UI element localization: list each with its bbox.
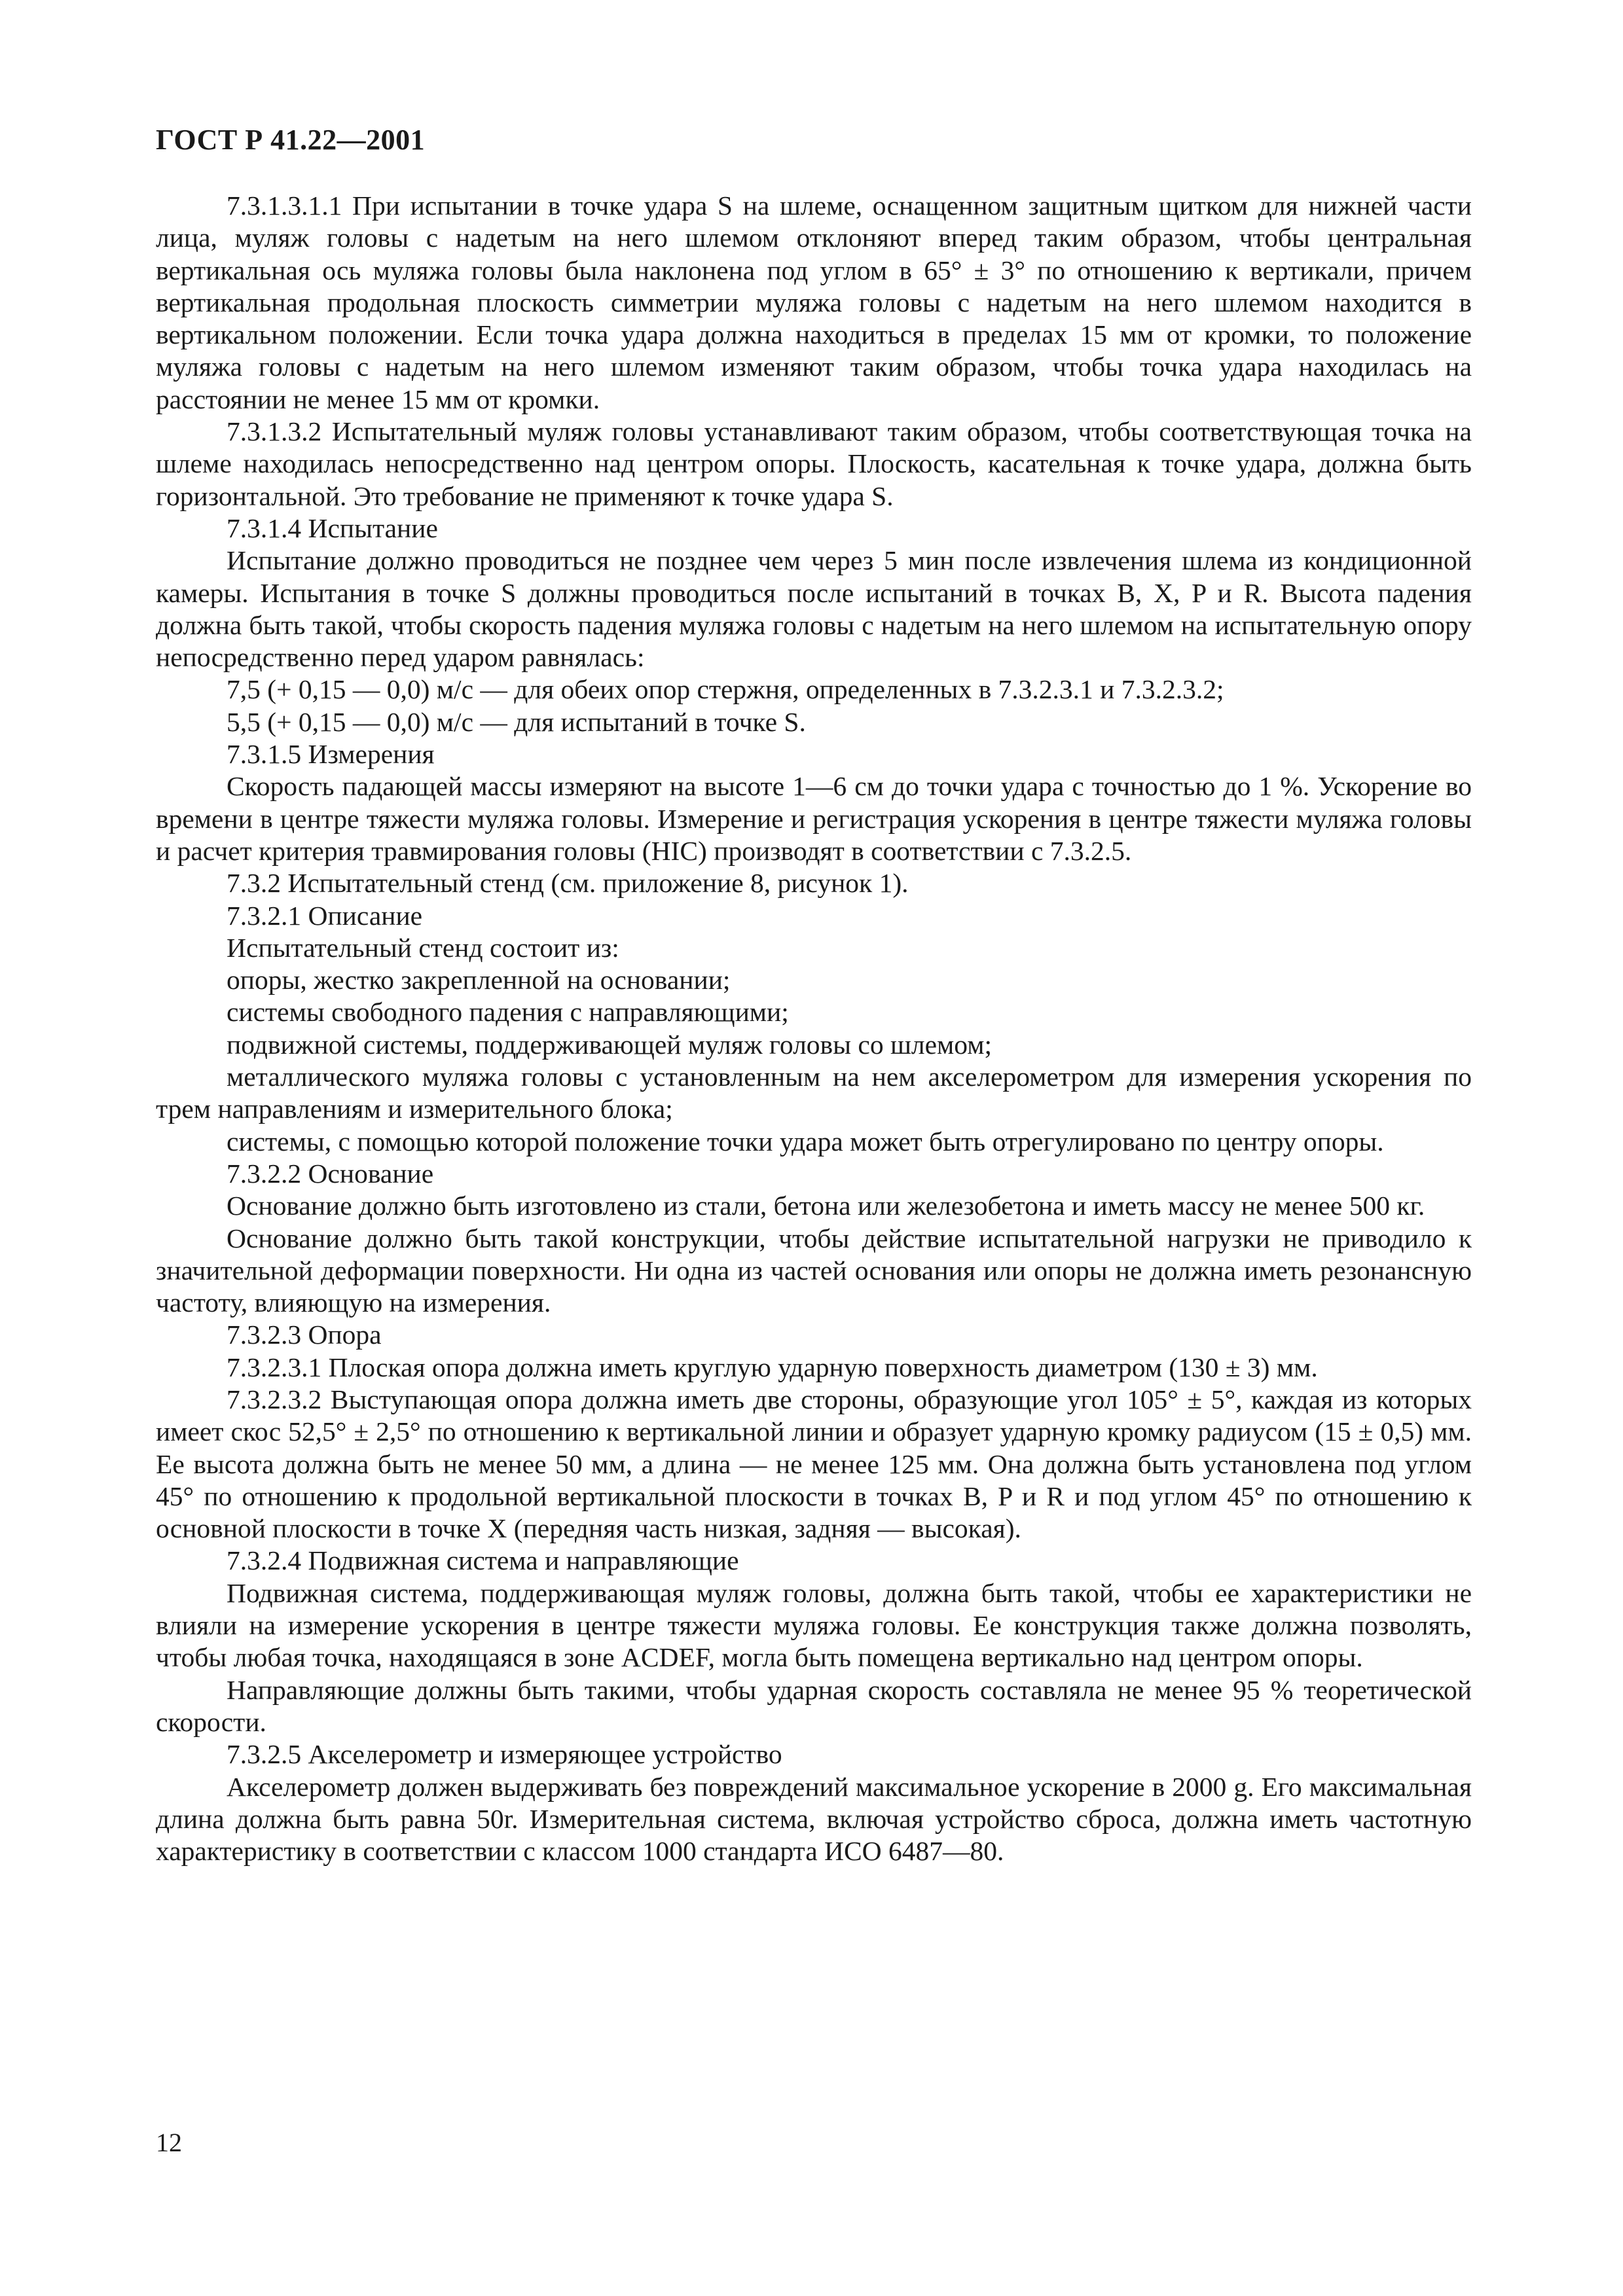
list-item-free-fall: системы свободного падения с направляющими; bbox=[227, 997, 789, 1028]
list-item-moving-system: подвижной системы, поддерживающей муляж головы со шлемом; bbox=[227, 1029, 993, 1060]
list-item-support: опоры, жестко закрепленной на основании; bbox=[227, 965, 731, 996]
heading-7-3-2: 7.3.2 Испытательный стенд (см. приложение 8, рисунок 1). bbox=[227, 868, 909, 899]
paragraph-moving-system: Подвижная система, поддерживающая муляж головы, должна быть такой, чтобы ее характеристики не влияли на измерение ускорения в центре тяжести муляжа головы. Ее конструкция также должна позволять, чтобы любая точка, находящаяся в зоне ACDEF, могла быть помещена вертикально над центром опоры. bbox=[156, 1577, 1472, 1673]
heading-7-3-2-1: 7.3.2.1 Описание bbox=[227, 900, 423, 931]
document-body bbox=[156, 190, 1472, 1867]
heading-7-3-1-5: 7.3.1.5 Измерения bbox=[227, 739, 435, 770]
paragraph-7-3-2-3-2: 7.3.2.3.2 Выступающая опора должна иметь две стороны, образующие угол 105° ± 5°, каждая из которых имеет скос 52,5° ± 2,5° по отношению к вертикальной линии и образует ударную кромку радиусом (15 ± 0,5) мм. Ее высота должна быть не менее 50 мм, а длина — не менее 125 мм. Она должна быть установлена под углом 45° по отношению к продольной вертикальной плоскости в точках B, P и R и под углом 45° по отношению к основной плоскости в точке X (передняя часть низкая, задняя — высокая). bbox=[156, 1384, 1472, 1544]
document-header: ГОСТ Р 41.22—2001 bbox=[156, 124, 426, 156]
paragraph-base-material: Основание должно быть изготовлено из стали, бетона или железобетона и иметь массу не менее 500 кг. bbox=[227, 1191, 1425, 1221]
list-item-adjust-system: системы, с помощью которой положение точки удара может быть отрегулировано по центру опоры. bbox=[227, 1126, 1384, 1157]
paragraph-accelerometer: Акселерометр должен выдерживать без повреждений максимальное ускорение в 2000 g. Его максимальная длина должна быть равна 50r. Измерительная система, включая устройство сброса, должна иметь частотную характеристику в соответствии с классом 1000 стандарта ИСО 6487—80. bbox=[156, 1771, 1472, 1867]
paragraph-test-procedure: Испытание должно проводиться не позднее чем через 5 мин после извлечения шлема из кондиционной камеры. Испытания в точке S должны проводиться после испытаний в точках B, X, P и R. Высота падения должна быть такой, чтобы скорость падения муляжа головы с надетым на него шлемом на испытательную опору непосредственно перед ударом равнялась: bbox=[156, 545, 1472, 673]
heading-7-3-2-3: 7.3.2.3 Опора bbox=[227, 1319, 382, 1350]
paragraph-7-3-2-3-1: 7.3.2.3.1 Плоская опора должна иметь круглую ударную поверхность диаметром (130 ± 3) мм. bbox=[227, 1352, 1318, 1382]
heading-7-3-1-4: 7.3.1.4 Испытание bbox=[227, 512, 438, 543]
paragraph-measurements: Скорость падающей массы измеряют на высоте 1—6 см до точки удара с точностью до 1 %. Ускорение во времени в центре тяжести муляжа головы. Измерение и регистрация ускорения в центре тяжести муляжа головы и расчет критерия травмирования головы (HIC) производят в соответствии с 7.3.2.5. bbox=[156, 771, 1472, 866]
paragraph-7-3-1-3-1-1: 7.3.1.3.1.1 При испытании в точке удара S на шлеме, оснащенном защитным щитком для нижней части лица, муляж головы с надетым на него шлемом отклоняют вперед таким образом, чтобы центральная вертикальная ось муляжа головы была наклонена под углом в 65° ± 3° по отношению к вертикали, причем вертикальная продольная плоскость симметрии муляжа головы с надетым на него шлемом находится в вертикальном положении. Если точка удара должна находиться в пределах 15 мм от кромки, то положение муляжа головы с надетым на него шлемом изменяют таким образом, чтобы точка удара находилась на расстоянии не менее 15 мм от кромки. bbox=[156, 190, 1472, 414]
paragraph-stand-consists: Испытательный стенд состоит из: bbox=[227, 932, 619, 963]
heading-7-3-2-5: 7.3.2.5 Акселерометр и измеряющее устройство bbox=[227, 1739, 782, 1770]
paragraph-speed-7-5: 7,5 (+ 0,15 — 0,0) м/с — для обеих опор стержня, определенных в 7.3.2.3.1 и 7.3.2.3.2; bbox=[227, 674, 1224, 705]
page-number: 12 bbox=[156, 2128, 182, 2157]
paragraph-base-construction: Основание должно быть такой конструкции, чтобы действие испытательной нагрузки не приводило к значительной деформации поверхности. Ни одна из частей основания или опоры не должна иметь резонансную частоту, влияющую на измерения. bbox=[156, 1223, 1472, 1318]
heading-7-3-2-4: 7.3.2.4 Подвижная система и направляющие bbox=[227, 1545, 739, 1576]
paragraph-speed-5-5: 5,5 (+ 0,15 — 0,0) м/с — для испытаний в точке S. bbox=[227, 706, 806, 737]
list-item-head-form: металлического муляжа головы с установленным на нем акселерометром для измерения ускорения по трем направлениям и измерительного блока; bbox=[156, 1062, 1472, 1124]
paragraph-7-3-1-3-2: 7.3.1.3.2 Испытательный муляж головы устанавливают таким образом, чтобы соответствующая точка на шлеме находилась непосредственно над центром опоры. Плоскость, касательная к точке удара, должна быть горизонтальной. Это требование не применяют к точке удара S. bbox=[156, 416, 1472, 511]
paragraph-guides: Направляющие должны быть такими, чтобы ударная скорость составляла не менее 95 % теоретической скорости. bbox=[156, 1674, 1472, 1737]
heading-7-3-2-2: 7.3.2.2 Основание bbox=[227, 1158, 434, 1189]
